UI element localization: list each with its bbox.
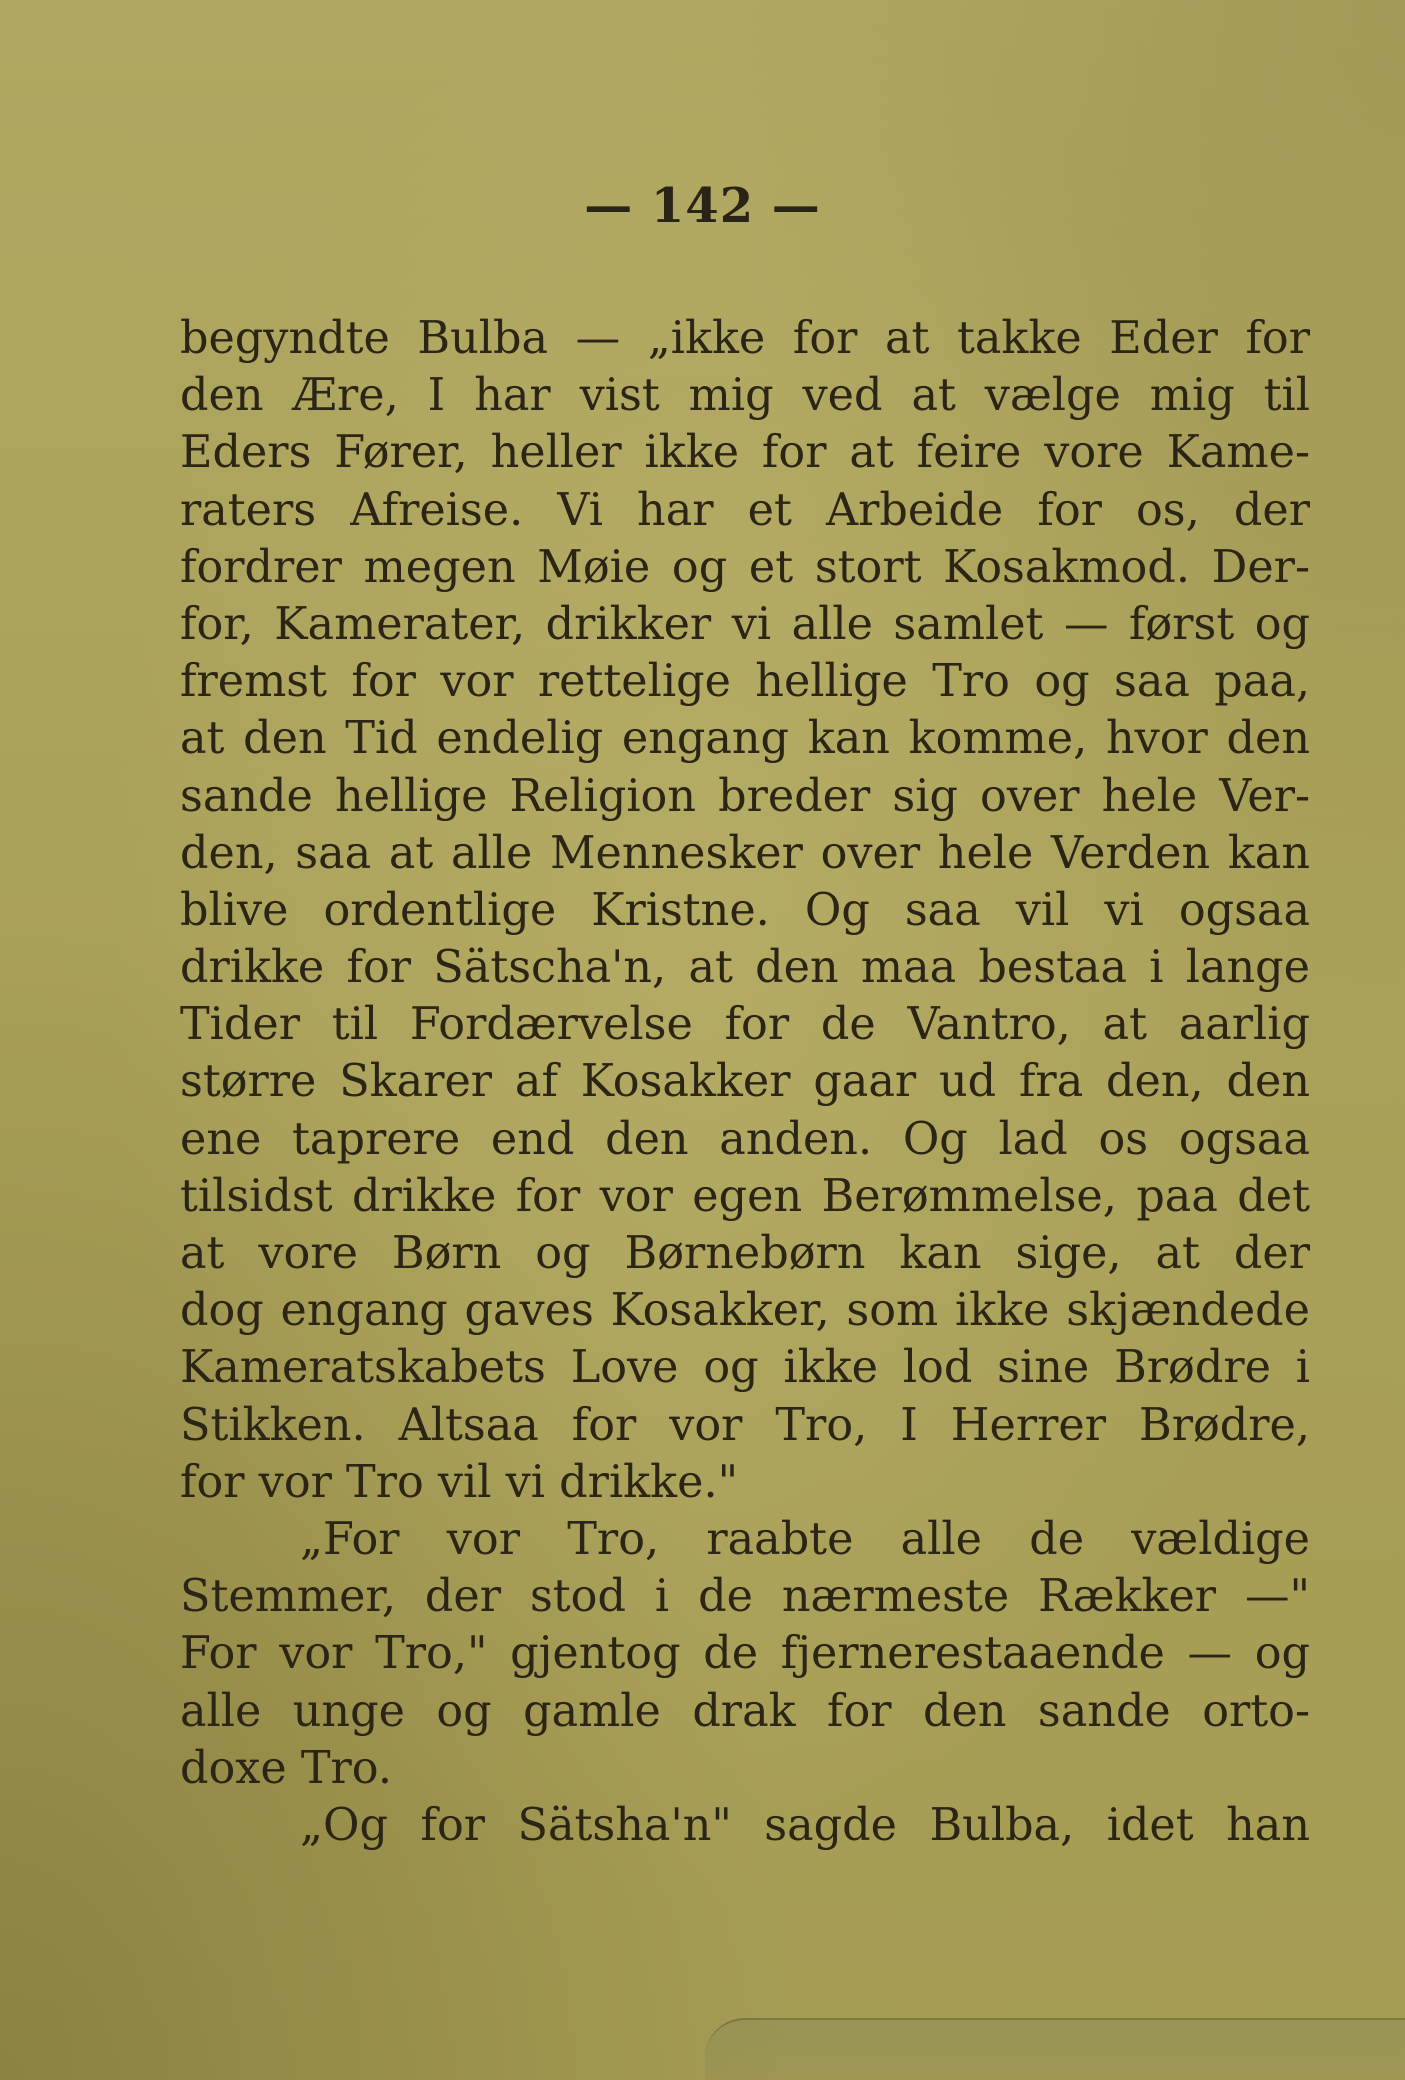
text-line: „Og for Sätsha'n" sagde Bulba, idet han [300, 1799, 1310, 1851]
text-line: at den Tid endelig engang kan komme, hvor den [180, 713, 1310, 765]
text-line: for vor Tro vil vi drikke." [180, 1456, 739, 1508]
text-line: For vor Tro," gjentog de fjernerestaaende — og [180, 1628, 1310, 1680]
text-line: ene taprere end den anden. Og lad os ogsaa [180, 1113, 1310, 1165]
text-line: for, Kamerater, drikker vi alle samlet — først og [180, 598, 1310, 650]
text-line: blive ordentlige Kristne. Og saa vil vi ogsaa [180, 884, 1310, 936]
text-line: at vore Børn og Børnebørn kan sige, at der [180, 1228, 1310, 1279]
text-line: „For vor Tro, raabte alle de vældige [300, 1513, 1310, 1565]
text-line: den Ære, I har vist mig ved at vælge mig til [180, 370, 1310, 422]
text-line: den, saa at alle Mennesker over hele Verden kan [180, 827, 1310, 879]
text-line: Stikken. Altsaa for vor Tro, I Herrer Brødre, [180, 1399, 1310, 1451]
text-line: Stemmer, der stod i de nærmeste Rækker —" [180, 1571, 1310, 1623]
text-line: større Skarer af Kosakker gaar ud fra den, den [180, 1056, 1310, 1108]
text-line: Eders Fører, heller ikke for at feire vore Kame- [180, 427, 1310, 479]
page-number: — 142 — [584, 178, 821, 234]
text-line: drikke for Sätscha'n, at den maa bestaa i lange [180, 942, 1310, 994]
paper-stain [705, 2018, 1405, 2080]
text-line: sande hellige Religion breder sig over hele Ver- [180, 770, 1310, 822]
body-text [180, 310, 1310, 1854]
text-line: raters Afreise. Vi har et Arbeide for os, der [180, 484, 1310, 536]
text-line: Kameratskabets Love og ikke lod sine Brødre i [180, 1342, 1310, 1394]
text-line: alle unge og gamle drak for den sande orto- [180, 1685, 1310, 1737]
text-line: doxe Tro. [180, 1742, 392, 1794]
text-line: fordrer megen Møie og et stort Kosakmod. Der- [180, 541, 1310, 593]
text-line: Tider til Fordærvelse for de Vantro, at aarlig [180, 999, 1310, 1051]
text-line: tilsidst drikke for vor egen Berømmelse, paa det [180, 1170, 1310, 1222]
text-line: dog engang gaves Kosakker, som ikke skjændede [180, 1285, 1310, 1337]
text-line: fremst for vor rettelige hellige Tro og saa paa, [180, 656, 1310, 708]
text-line: begyndte Bulba — „ikke for at takke Eder for [180, 313, 1310, 364]
